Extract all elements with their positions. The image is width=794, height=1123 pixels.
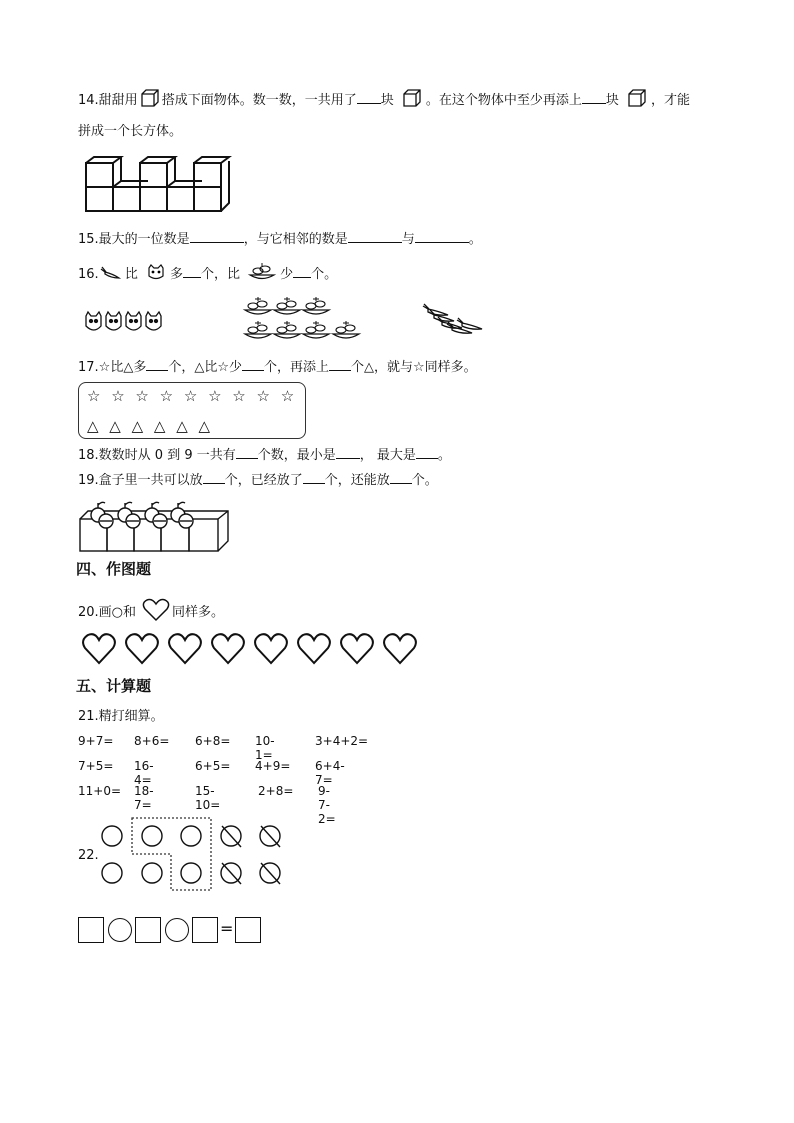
- calc-item[interactable]: 10-1=: [255, 734, 275, 762]
- cube-icon: [140, 88, 160, 108]
- calc-item[interactable]: 9-7-2=: [318, 784, 336, 826]
- answer-box[interactable]: [135, 917, 161, 943]
- cat-icon: [146, 264, 166, 282]
- answer-blank[interactable]: [303, 471, 325, 484]
- cat-icon: [86, 312, 101, 330]
- circles-figure: [98, 816, 288, 892]
- answer-blank[interactable]: [582, 91, 606, 104]
- question-14: 14.甜甜用 搭成下面物体。数一数，一共用了 块 。在这个物体中至少再添上 块 ，才能: [78, 88, 690, 110]
- calc-item[interactable]: 6+5=: [195, 759, 231, 773]
- operator-circle[interactable]: [165, 918, 189, 942]
- calc-item[interactable]: 18-7=: [134, 784, 154, 812]
- calc-item[interactable]: 6+8=: [195, 734, 231, 748]
- cat-icon: [146, 312, 161, 330]
- calc-item[interactable]: 7+5=: [78, 759, 114, 773]
- operator-circle[interactable]: [108, 918, 132, 942]
- answer-blank[interactable]: [390, 471, 412, 484]
- question-14-line2: 拼成一个长方体。: [78, 124, 183, 139]
- heart-icon: [384, 634, 416, 663]
- stars-triangles-box: [78, 382, 306, 439]
- apple-box-figure: [78, 497, 232, 553]
- cat-icon: [106, 312, 121, 330]
- question-15: 15.最大的一位数是 ，与它相邻的数是 与 。: [78, 232, 482, 247]
- answer-box[interactable]: [78, 917, 104, 943]
- answer-box[interactable]: [192, 917, 218, 943]
- answer-blank[interactable]: [357, 91, 381, 104]
- carrots-group: [422, 304, 484, 336]
- question-21-title: 21.精打细算。: [78, 709, 164, 724]
- circle-icon: [142, 863, 162, 883]
- fish-plates-group: [244, 296, 364, 344]
- answer-blank[interactable]: [336, 446, 360, 459]
- answer-blank[interactable]: [415, 230, 469, 243]
- section-heading-4: 四、作图题: [76, 560, 152, 578]
- answer-blank[interactable]: [183, 265, 201, 278]
- hearts-row: [82, 632, 422, 666]
- answer-blank[interactable]: [146, 358, 168, 371]
- circle-icon: [142, 826, 162, 846]
- cube-icon: [402, 88, 422, 108]
- calc-item[interactable]: 8+6=: [134, 734, 170, 748]
- question-17: 17.☆比△多 个，△比☆少 个，再添上 个△，就与☆同样多。: [78, 360, 477, 375]
- question-18: 18.数数时从 0 到 9 一共有 个数，最小是 ， 最大是 。: [78, 448, 451, 463]
- answer-blank[interactable]: [236, 446, 258, 459]
- calc-item[interactable]: 2+8=: [258, 784, 294, 798]
- answer-blank[interactable]: [348, 230, 402, 243]
- apple-icon: [126, 514, 140, 528]
- stars-row: ☆ ☆ ☆ ☆ ☆ ☆ ☆ ☆ ☆: [87, 387, 298, 405]
- answer-blank[interactable]: [203, 471, 225, 484]
- cat-icon: [126, 312, 141, 330]
- question-22-label: 22.: [78, 848, 99, 863]
- heart-icon: [341, 634, 373, 663]
- answer-blank[interactable]: [329, 358, 351, 371]
- answer-blank[interactable]: [293, 265, 311, 278]
- answer-blank[interactable]: [416, 446, 438, 459]
- triangles-row: △ △ △ △ △ △: [87, 417, 214, 435]
- heart-icon: [126, 634, 158, 663]
- heart-icon: [255, 634, 287, 663]
- question-16: 16. 比 多 个，比 少 个。: [78, 262, 337, 284]
- cats-group: [84, 310, 166, 336]
- calc-item[interactable]: 9+7=: [78, 734, 114, 748]
- calc-item[interactable]: 3+4+2=: [315, 734, 369, 748]
- cube-structure-figure: [84, 155, 234, 213]
- calc-item[interactable]: 15-10=: [195, 784, 221, 812]
- circle-icon: [181, 863, 201, 883]
- heart-icon: [212, 634, 244, 663]
- heart-icon: [83, 634, 115, 663]
- circle-icon: [181, 826, 201, 846]
- fish-plate-icon: [248, 262, 276, 282]
- cube-icon: [627, 88, 647, 108]
- question-20: 20.画○和 同样多。: [78, 598, 224, 622]
- calc-item[interactable]: 11+0=: [78, 784, 122, 798]
- circle-icon: [102, 826, 122, 846]
- answer-blank[interactable]: [190, 230, 244, 243]
- heart-icon: [142, 598, 170, 622]
- apple-icon: [99, 514, 113, 528]
- heart-icon: [298, 634, 330, 663]
- apple-icon: [153, 514, 167, 528]
- answer-blank[interactable]: [242, 358, 264, 371]
- calc-item[interactable]: 4+9=: [255, 759, 291, 773]
- carrot-icon: [99, 266, 121, 280]
- circle-icon: [102, 863, 122, 883]
- question-19: 19.盒子里一共可以放 个，已经放了 个，还能放 个。: [78, 473, 438, 488]
- section-heading-5: 五、计算题: [76, 677, 152, 695]
- equals-sign: =: [220, 919, 234, 938]
- answer-box[interactable]: [235, 917, 261, 943]
- apple-icon: [179, 514, 193, 528]
- calc-item[interactable]: 16-4=: [134, 759, 154, 787]
- calc-item[interactable]: 6+4-7=: [315, 759, 345, 787]
- heart-icon: [169, 634, 201, 663]
